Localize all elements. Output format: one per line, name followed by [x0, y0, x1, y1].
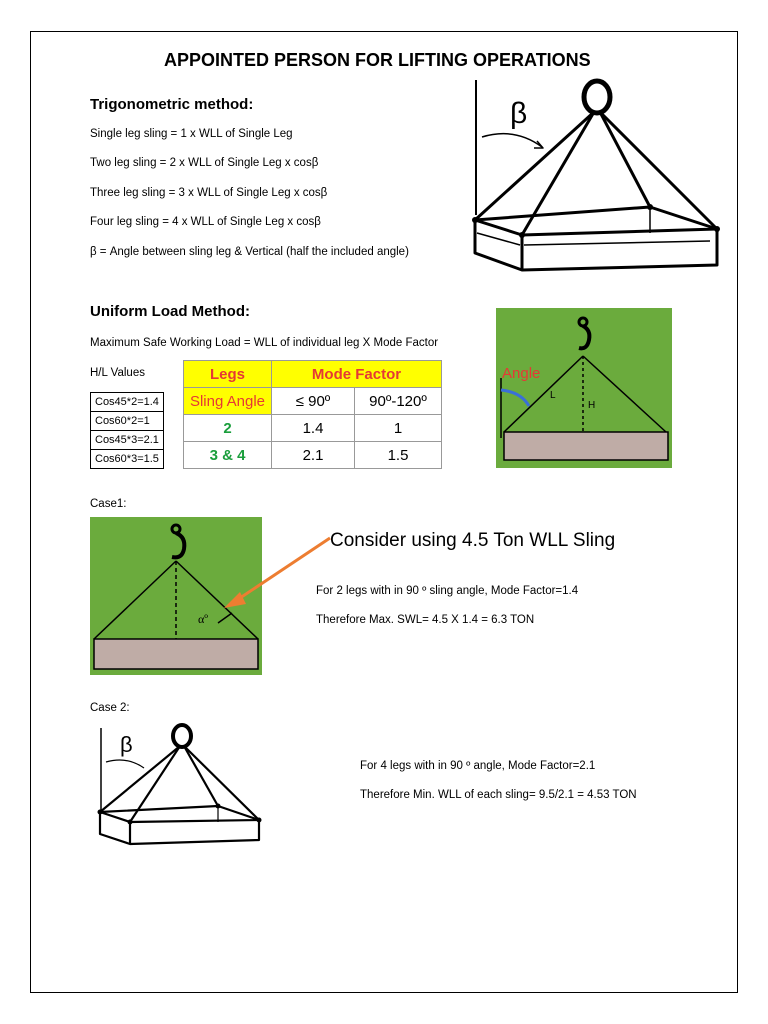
uniform-heading: Uniform Load Method: — [90, 303, 250, 320]
table-row — [184, 442, 442, 469]
hl-values-table — [90, 392, 164, 469]
hl-value: Cos60*2=1 — [91, 412, 164, 431]
case1-label: Case1: — [90, 498, 127, 510]
angle-label: Angle — [502, 365, 541, 382]
angle-diagram — [496, 308, 672, 468]
case1-line-1: For 2 legs with in 90 º sling angle, Mode Factor=1.4 — [316, 585, 579, 597]
trig-line-4: Four leg sling = 4 x WLL of Single Leg x cosβ — [90, 216, 321, 228]
page-title: APPOINTED PERSON FOR LIFTING OPERATIONS — [164, 50, 591, 70]
factor-cell: 1 — [355, 415, 442, 442]
legs-cell: 3 & 4 — [184, 442, 272, 469]
four-leg-sling-diagram — [460, 75, 730, 285]
trig-line-1: Single leg sling = 1 x WLL of Single Leg — [90, 128, 293, 140]
case2-line-2: Therefore Min. WLL of each sling= 9.5/2.1 = 4.53 TON — [360, 789, 637, 801]
beta-label-case2: β — [120, 732, 133, 757]
case2-label: Case 2: — [90, 702, 130, 714]
sling-angle-header: Sling Angle — [184, 388, 272, 415]
h-label: H — [588, 400, 596, 411]
trig-line-2: Two leg sling = 2 x WLL of Single Leg x cosβ — [90, 157, 319, 169]
beta-label-top: β — [510, 97, 528, 130]
case2-line-1: For 4 legs with in 90 º angle, Mode Factor=2.1 — [360, 760, 596, 772]
factor-cell: 1.4 — [272, 415, 355, 442]
max-swl-line: Maximum Safe Working Load = WLL of individual leg X Mode Factor — [90, 337, 439, 349]
legs-header: Legs — [184, 361, 272, 388]
hl-value: Cos45*3=2.1 — [91, 431, 164, 450]
angle-col-2: 90º-120º — [355, 388, 442, 415]
trig-heading: Trigonometric method: — [90, 96, 254, 113]
factor-cell: 1.5 — [355, 442, 442, 469]
trig-line-5: β = Angle between sling leg & Vertical (half the included angle) — [90, 246, 409, 258]
factor-cell: 2.1 — [272, 442, 355, 469]
mode-factor-table — [183, 360, 442, 469]
case2-sling-diagram — [92, 722, 268, 852]
hl-value: Cos60*3=1.5 — [91, 450, 164, 469]
legs-cell: 2 — [184, 415, 272, 442]
l-label: L — [550, 390, 556, 401]
case1-line-2: Therefore Max. SWL= 4.5 X 1.4 = 6.3 TON — [316, 614, 535, 626]
hl-value: Cos45*2=1.4 — [91, 393, 164, 412]
trig-line-3: Three leg sling = 3 x WLL of Single Leg x cosβ — [90, 187, 328, 199]
alpha-label: αº — [198, 612, 209, 626]
case1-callout: Consider using 4.5 Ton WLL Sling — [330, 530, 616, 551]
callout-arrow — [220, 530, 340, 612]
mode-factor-header: Mode Factor — [272, 361, 442, 388]
hl-values-label: H/L Values — [90, 367, 145, 379]
table-row — [184, 415, 442, 442]
angle-col-1: ≤ 90º — [272, 388, 355, 415]
